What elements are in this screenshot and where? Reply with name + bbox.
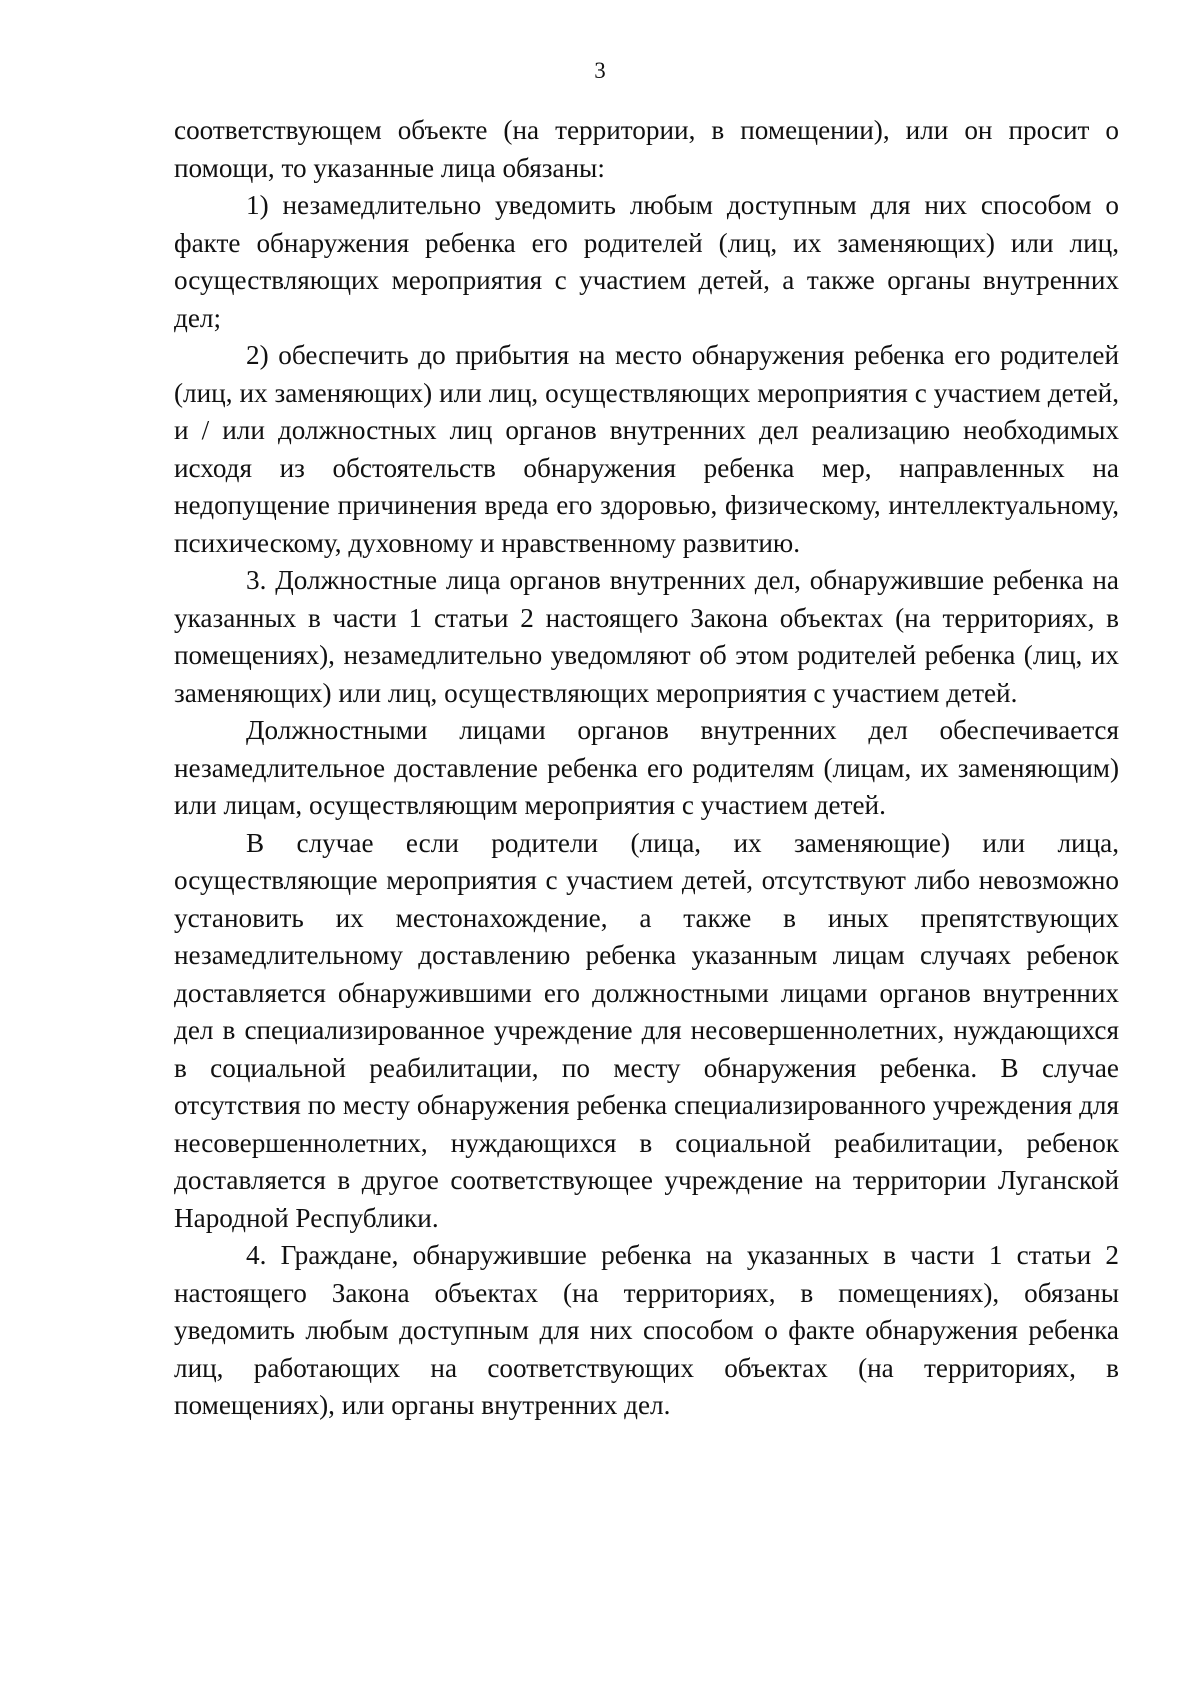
paragraph-part-4: 4. Граждане, обнаружившие ребенка на указанных в части 1 статьи 2 настоящего Закона объектах (на территориях, в помещениях), обязаны уведомить любым доступным для них способом о факте обнаружения ребенка лиц, работающих на соответствующих объектах (на территориях, в помещениях), или органы внутренних дел. [174, 1240, 1119, 1420]
paragraph-continuation: соответствующем объекте (на территории, в помещении), или он просит о помощи, то указанные лица обязаны: [174, 115, 1119, 183]
paragraph-item-1: 1) незамедлительно уведомить любым доступным для них способом о факте обнаружения ребенка его родителей (лиц, их заменяющих) или лиц, осуществляющих мероприятия с участием детей, а также органы внутренних дел; [174, 190, 1119, 333]
paragraph-item-2: 2) обеспечить до прибытия на место обнаружения ребенка его родителей (лиц, их заменяющих) или лиц, осуществляющих мероприятия с участием детей, и / или должностных лиц органов внутренних дел реализацию необходимых исходя из обстоятельств обнаружения ребенка мер, направленных на недопущение причинения вреда его здоровью, физическому, интеллектуальному, психическому, духовному и нравственному развитию. [174, 340, 1119, 558]
paragraph-part-3: 3. Должностные лица органов внутренних дел, обнаружившие ребенка на указанных в части 1 статьи 2 настоящего Закона объектах (на территориях, в помещениях), незамедлительно уведомляют об этом родителей ребенка (лиц, их заменяющих) или лиц, осуществляющих мероприятия с участием детей. [174, 565, 1119, 708]
paragraph-absence-case: В случае если родители (лица, их заменяющие) или лица, осуществляющие мероприятия с участием детей, отсутствуют либо невозможно установить их местонахождение, а также в иных препятствующих незамедлительному доставлению ребенка указанным лицам случаях ребенок доставляется обнаружившими его должностными лицами органов внутренних дел в специализированное учреждение для несовершеннолетних, нуждающихся в социальной реабилитации, по месту обнаружения ребенка. В случае отсутствия по месту обнаружения ребенка специализированного учреждения для несовершеннолетних, нуждающихся в социальной реабилитации, ребенок доставляется в другое соответствующее учреждение на территории Луганской Народной Республики. [174, 827, 1119, 1233]
page-number: 3 [594, 58, 606, 83]
paragraph-delivery: Должностными лицами органов внутренних дел обеспечивается незамедлительное доставление ребенка его родителям (лицам, их заменяющим) или лицам, осуществляющим мероприятия с участием детей. [174, 715, 1119, 820]
document-body [174, 112, 1119, 1425]
